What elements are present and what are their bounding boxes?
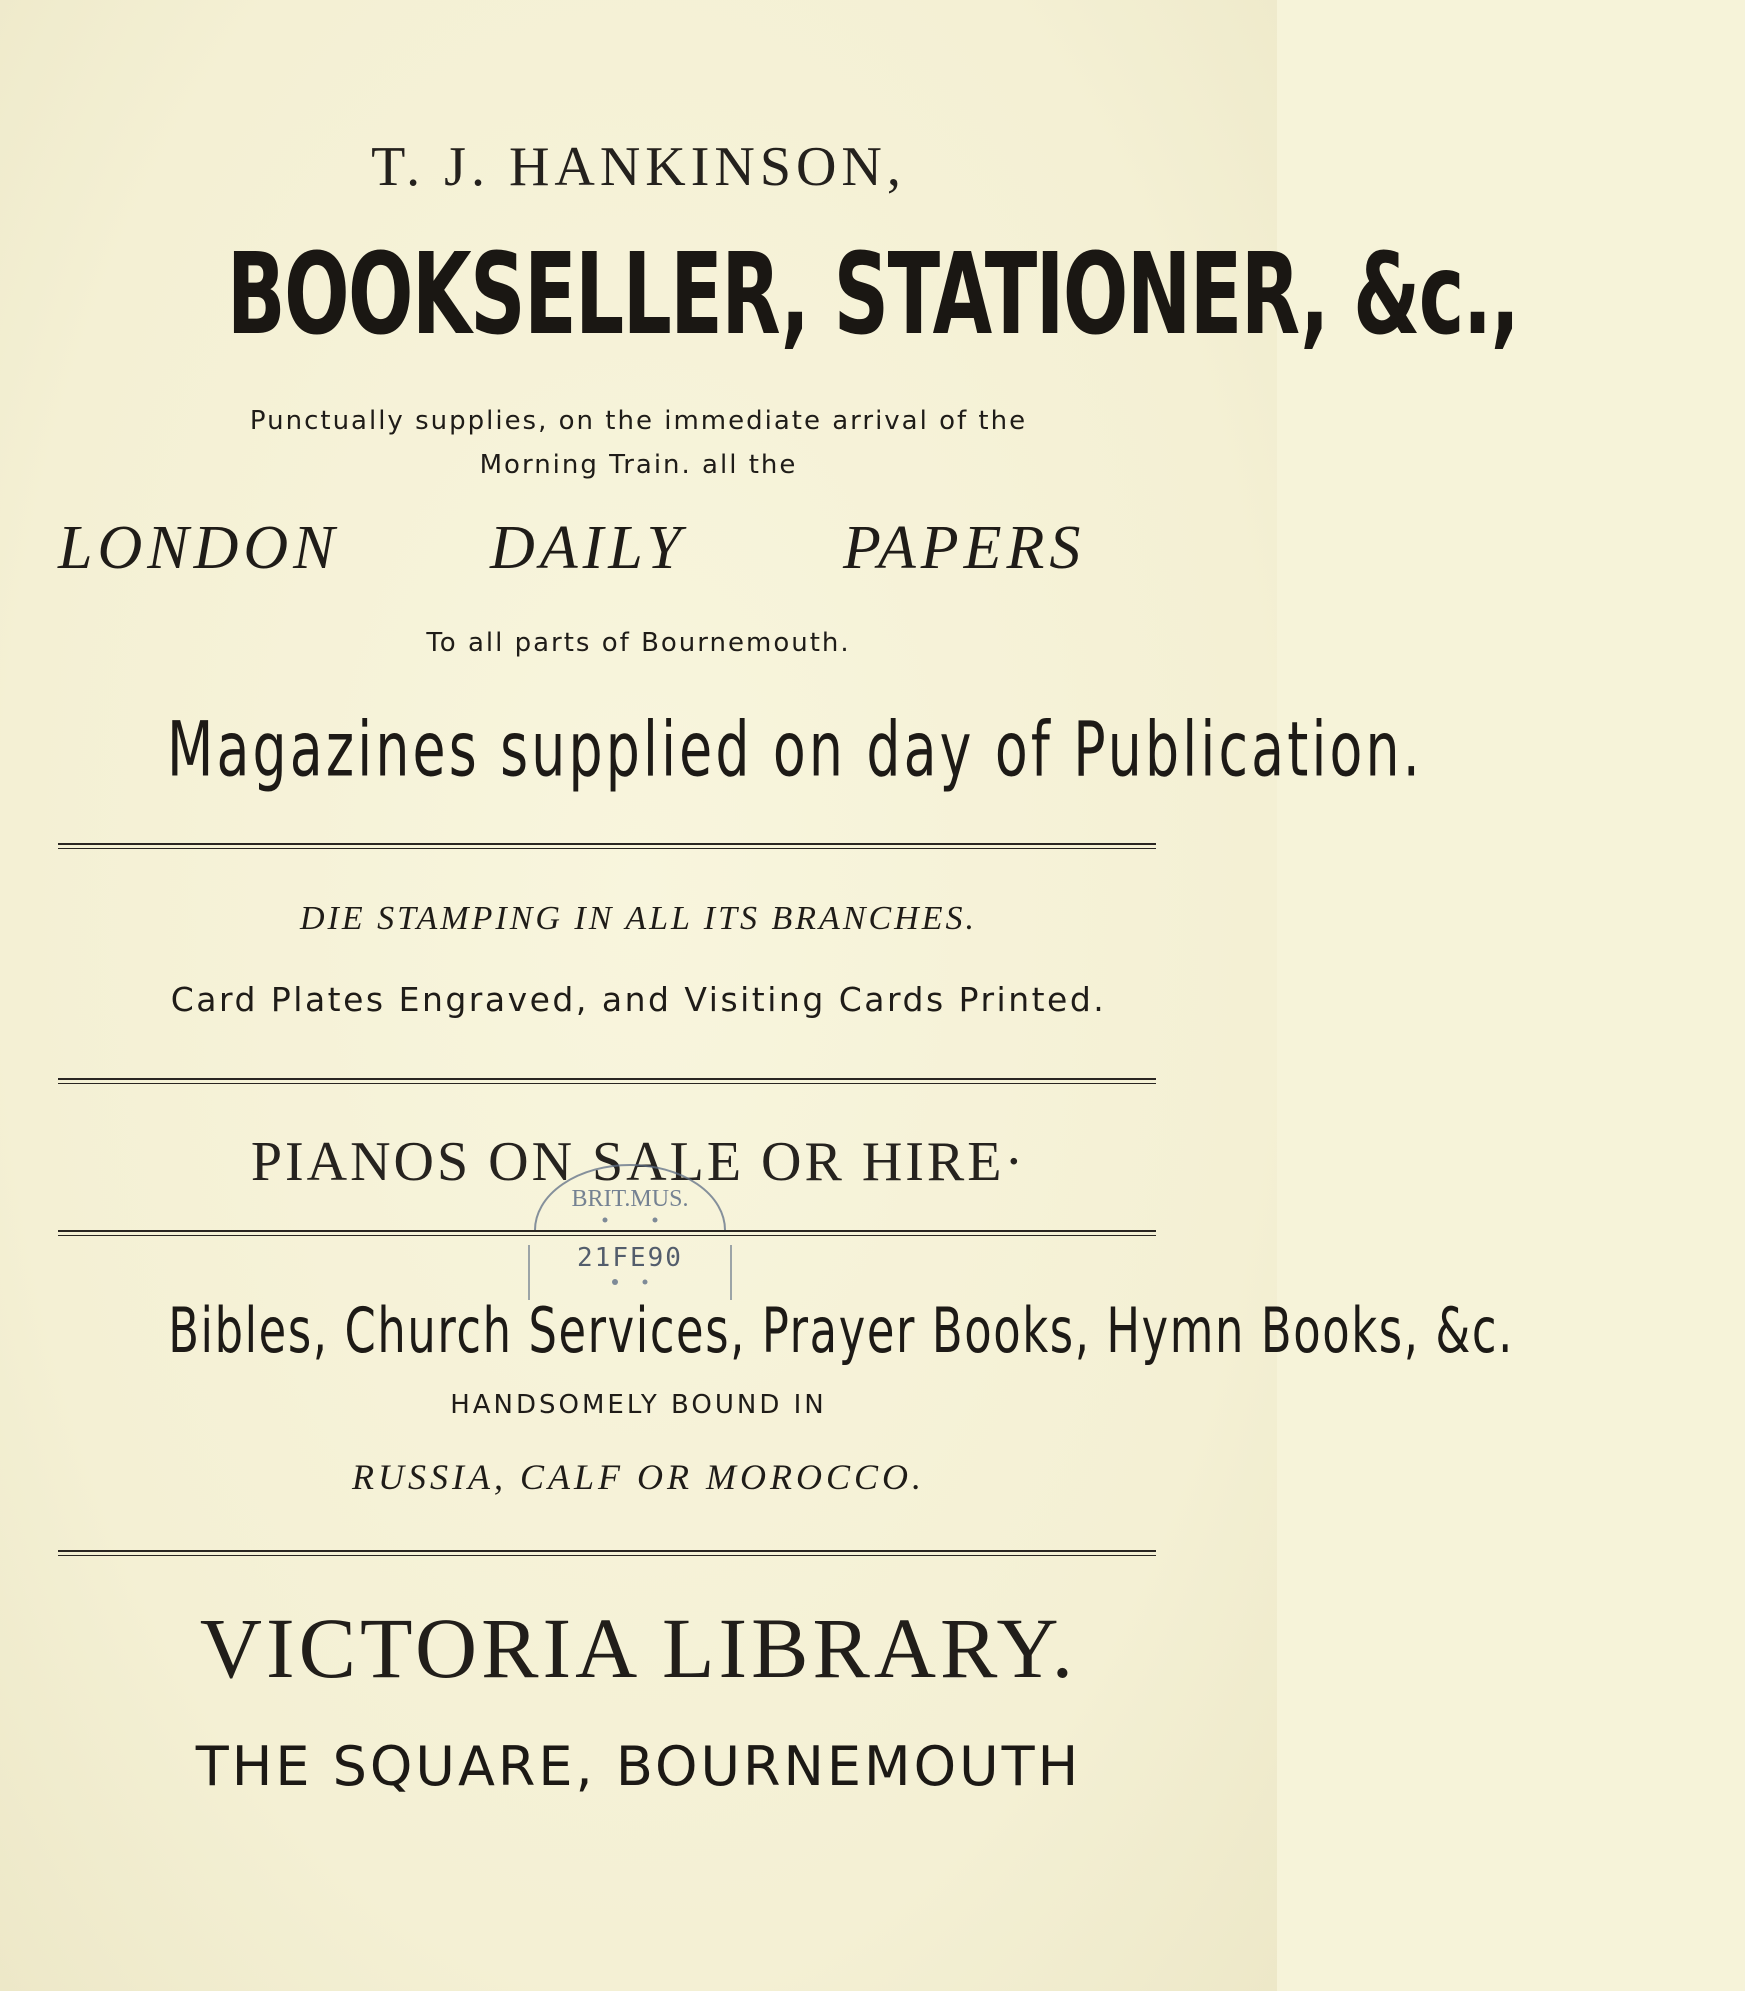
proprietor-name: T. J. HANKINSON,	[371, 136, 906, 198]
magazines-line: Magazines supplied on day of Publication.	[166, 706, 1424, 795]
library-name: VICTORIA LIBRARY.	[199, 1600, 1078, 1696]
pianos-heading: PIANOS ON SALE OR HIRE·	[250, 1131, 1027, 1193]
supply-line-2: Morning Train. all the	[479, 450, 798, 480]
trade-heading: BOOKSELLER, STATIONER, &c.,	[226, 228, 1519, 360]
papers-word: PAPERS	[843, 514, 1086, 582]
handsomely-bound-line: HANDSOMELY BOUND IN	[450, 1390, 827, 1420]
destination-line: To all parts of Bournemouth.	[426, 628, 851, 658]
divider-1	[58, 843, 1156, 849]
card-plates-line: Card Plates Engraved, and Visiting Cards Printed.	[170, 980, 1107, 1019]
bibles-heading: Bibles, Church Services, Prayer Books, Hymn Books, &c.	[168, 1295, 1514, 1368]
stamp-date: 21FE90	[577, 1243, 683, 1273]
supply-line-1: Punctually supplies, on the immediate arrival of the	[249, 406, 1028, 436]
divider-2	[58, 1078, 1156, 1084]
stamp-top-text: BRIT.MUS.	[571, 1186, 689, 1212]
library-address: THE SQUARE, BOURNEMOUTH	[195, 1735, 1082, 1798]
daily-word: DAILY	[490, 514, 687, 582]
bindings-line: RUSSIA, CALF OR MOROCCO.	[352, 1457, 925, 1497]
london-word: LONDON	[58, 514, 340, 582]
die-stamping-heading: DIE STAMPING IN ALL ITS BRANCHES.	[299, 900, 978, 937]
divider-4	[58, 1550, 1156, 1556]
divider-3	[58, 1230, 1156, 1236]
